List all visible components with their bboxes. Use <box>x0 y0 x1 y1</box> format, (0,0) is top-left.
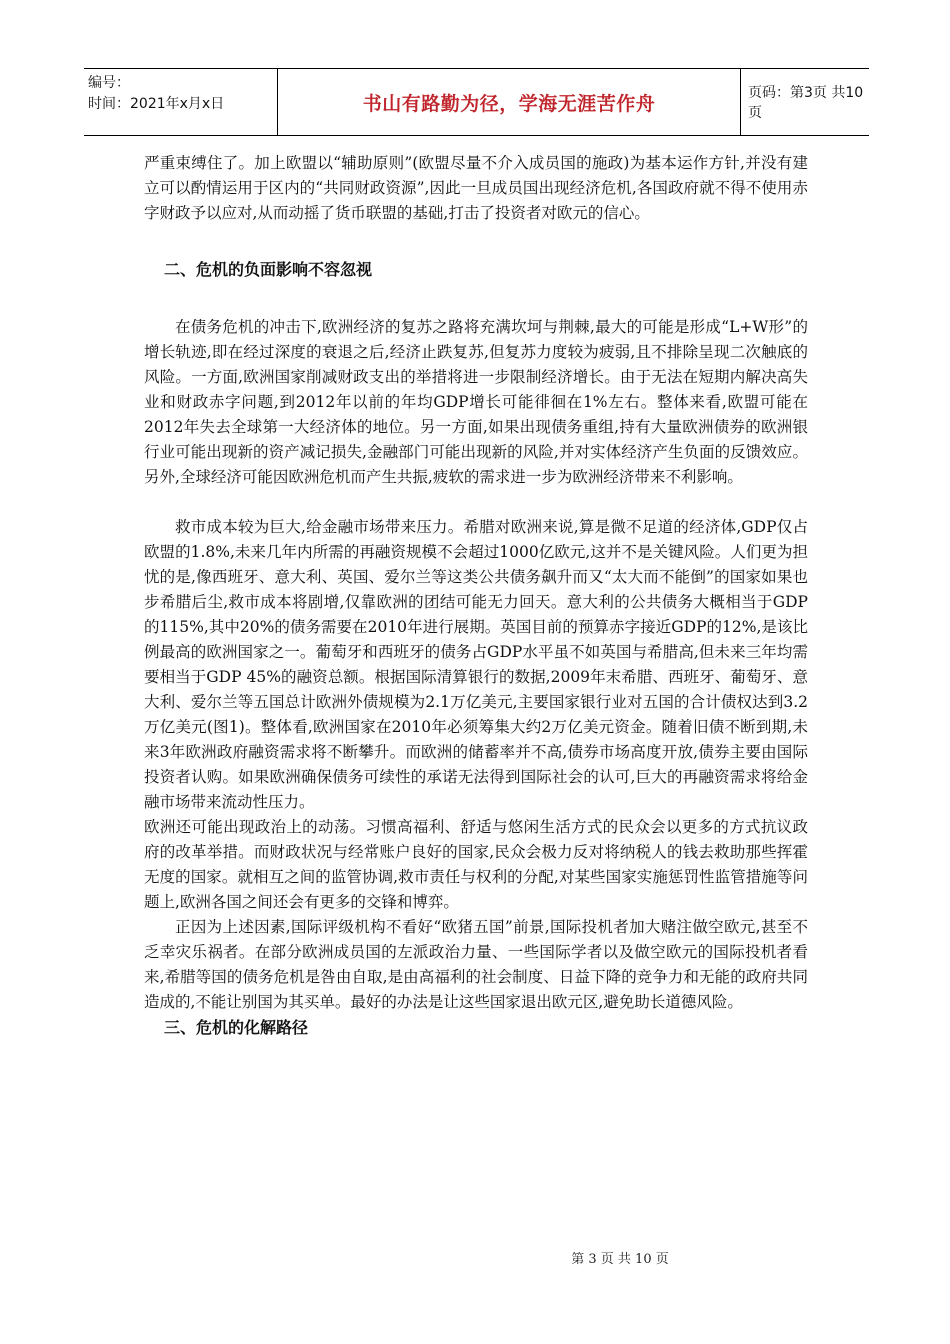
section-heading-3: 三、危机的化解路径 <box>164 1018 309 1037</box>
document-body <box>144 151 808 1040</box>
header-motto: 书山有路勤为径，学海无涯苦作舟 <box>277 69 741 135</box>
paragraph-1: 严重束缚住了。加上欧盟以“辅助原则”(欧盟尽量不介入成员国的施政)为基本运作方针,并没有建立可以酌情运用于区内的“共同财政资源”,因此一旦成员国出现经济危机,各国政府就不得不使用赤字财政予以应对,从而动摇了货币联盟的基础,打击了投资者对欧元的信心。 <box>144 154 808 222</box>
paragraph-5: 正因为上述因素,国际评级机构不看好“欧猪五国”前景,国际投机者加大赌注做空欧元,甚至不乏幸灾乐祸者。在部分欧洲成员国的左派政治力量、一些国际学者以及做空欧元的国际投机者看来,希腊等国的债务危机是咎由自取,是由高福利的社会制度、日益下降的竞争力和无能的政府共同造成的,不能让别国为其买单。最好的办法是让这些国家退出欧元区,避免助长道德风险。 <box>144 918 808 1011</box>
header-meta <box>88 73 278 115</box>
header-page-number: 页码：第3页 共10页 <box>748 85 864 121</box>
paragraph-4: 欧洲还可能出现政治上的动荡。习惯高福利、舒适与悠闲生活方式的民众会以更多的方式抗议政府的改革举措。而财政状况与经常账户良好的国家,民众会极力反对将纳税人的钱去救助那些挥霍无度的国家。就相互之间的监管协调,救市责任与权利的分配,对某些国家实施惩罚性监管措施等问题上,欧洲各国之间还会有更多的交锋和博弈。 <box>144 818 808 911</box>
document-number-label: 编号： <box>88 75 130 91</box>
section-heading-2: 二、危机的负面影响不容忽视 <box>164 260 373 279</box>
footer-page-number: 第 3 页 共 10 页 <box>571 1252 669 1267</box>
page-header <box>84 68 869 136</box>
paragraph-2: 在债务危机的冲击下,欧洲经济的复苏之路将充满坎坷与荆棘,最大的可能是形成“L+W形”的增长轨迹,即在经过深度的衰退之后,经济止跌复苏,但复苏力度较为疲弱,且不排除呈现二次触底的风险。一方面,欧洲国家削减财政支出的举措将进一步限制经济增长。由于无法在短期内解决高失业和财政赤字问题,到2012年以前的年均GDP增长可能徘徊在1%左右。整体来看,欧盟可能在2012年失去全球第一大经济体的地位。另一方面,如果出现债务重组,持有大量欧洲债券的欧洲银行业可能出现新的资产减记损失,金融部门可能出现新的风险,并对实体经济产生负面的反馈效应。另外,全球经济可能因欧洲危机而产生共振,疲软的需求进一步为欧洲经济带来不利影响。 <box>144 318 808 486</box>
document-time-label: 时间：2021年x月x日 <box>88 96 225 112</box>
paragraph-3: 救市成本较为巨大,给金融市场带来压力。希腊对欧洲来说,算是微不足道的经济体,GDP仅占欧盟的1.8%,未来几年内所需的再融资规模不会超过1000亿欧元,这并不是关键风险。人们更为担忧的是,像西班牙、意大利、英国、爱尔兰等这类公共债务飙升而又“太大而不能倒”的国家如果也步希腊后尘,救市成本将剧增,仅靠欧洲的团结可能无力回天。意大利的公共债务大概相当于GDP的115%,其中20%的债务需要在2010年进行展期。英国目前的预算赤字接近GDP的12%,是该比例最高的欧洲国家之一。葡萄牙和西班牙的债务占GDP水平虽不如英国与希腊高,但未来三年均需要相当于GDP 45%的融资总额。根据国际清算银行的数据,2009年末希腊、西班牙、葡萄牙、意大利、爱尔兰等五国总计欧洲外债规模为2.1万亿美元,主要国家银行业对五国的合计债权达到3.2万亿美元(图1)。整体看,欧洲国家在2010年必须筹集大约2万亿美元资金。随着旧债不断到期,未来3年欧洲政府融资需求将不断攀升。而欧洲的储蓄率并不高,债券市场高度开放,债券主要由国际投资者认购。如果欧洲确保债务可续性的承诺无法得到国际社会的认可,巨大的再融资需求将给金融市场带来流动性压力。 <box>144 518 808 811</box>
page-footer <box>0 1248 950 1267</box>
